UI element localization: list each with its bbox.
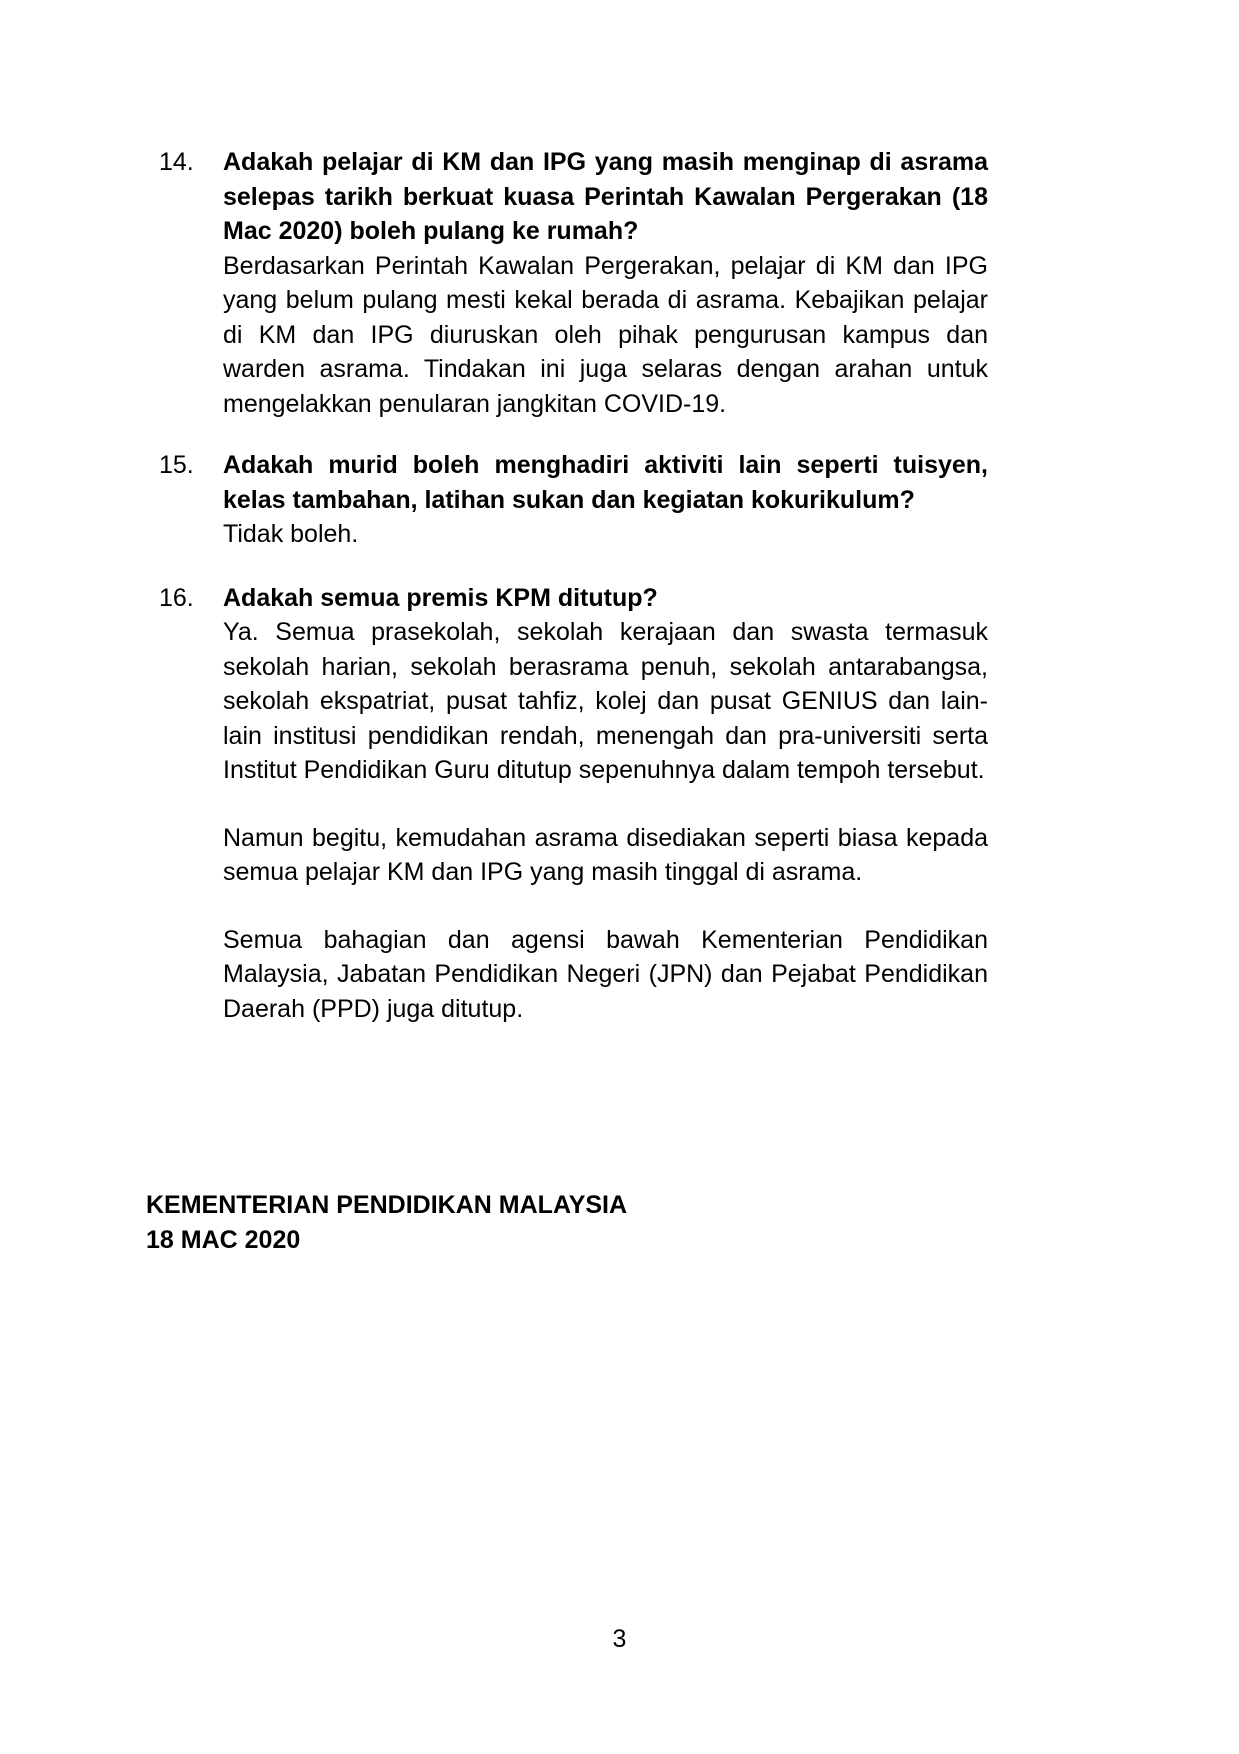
answer-paragraph: Tidak boleh. xyxy=(223,520,359,548)
answer-block xyxy=(223,517,988,552)
item-body xyxy=(223,581,988,1027)
item-number: 15. xyxy=(159,451,194,479)
item-number: 16. xyxy=(159,583,194,612)
faq-item-15 xyxy=(146,448,988,552)
question-text: Adakah semua premis KPM ditutup? xyxy=(223,583,658,612)
item-number: 14. xyxy=(159,148,194,176)
footer-date: 18 MAC 2020 xyxy=(146,1225,301,1254)
item-body xyxy=(223,448,988,552)
answer-paragraph: Namun begitu, kemudahan asrama disediakan seperti biasa kepada semua pelajar KM dan IPG yang masih tinggal di asrama. xyxy=(223,823,988,886)
question-text: Adakah murid boleh menghadiri aktiviti lain seperti tuisyen, kelas tambahan, latihan sukan dan kegiatan kokurikulum? xyxy=(223,451,988,514)
answer-paragraph: Ya. Semua prasekolah, sekolah kerajaan dan swasta termasuk sekolah harian, sekolah berasrama penuh, sekolah antarabangsa, sekolah ekspatriat, pusat tahfiz, kolej dan pusat GENIUS dan lain-lain institusi pendidikan rendah, menengah dan pra-universiti serta Institut Pendidikan Guru ditutup sepenuhnya dalam tempoh tersebut. xyxy=(223,618,988,784)
answer-paragraph: Semua bahagian dan agensi bawah Kementerian Pendidikan Malaysia, Jabatan Pendidikan Negeri (JPN) dan Pejabat Pendidikan Daerah (PPD) juga ditutup. xyxy=(223,925,988,1023)
answer-block xyxy=(223,249,988,422)
answer-block xyxy=(223,615,988,1026)
signature-block xyxy=(146,1188,627,1257)
footer-organization: KEMENTERIAN PENDIDIKAN MALAYSIA xyxy=(146,1191,628,1219)
faq-item-16 xyxy=(146,581,988,1027)
faq-list xyxy=(146,145,988,1026)
page-number: 3 xyxy=(612,1625,627,1653)
question-text: Adakah pelajar di KM dan IPG yang masih menginap di asrama selepas tarikh berkuat kuasa Perintah Kawalan Pergerakan (18 Mac 2020) boleh pulang ke rumah? xyxy=(223,148,988,245)
answer-paragraph: Berdasarkan Perintah Kawalan Pergerakan, pelajar di KM dan IPG yang belum pulang mesti kekal berada di asrama. Kebajikan pelajar di KM dan IPG diuruskan oleh pihak pengurusan kampus dan warden asrama. Tindakan ini juga selaras dengan arahan untuk mengelakkan penularan jangkitan COVID-19. xyxy=(223,251,988,418)
item-body xyxy=(223,145,988,421)
faq-item-14 xyxy=(146,145,988,421)
